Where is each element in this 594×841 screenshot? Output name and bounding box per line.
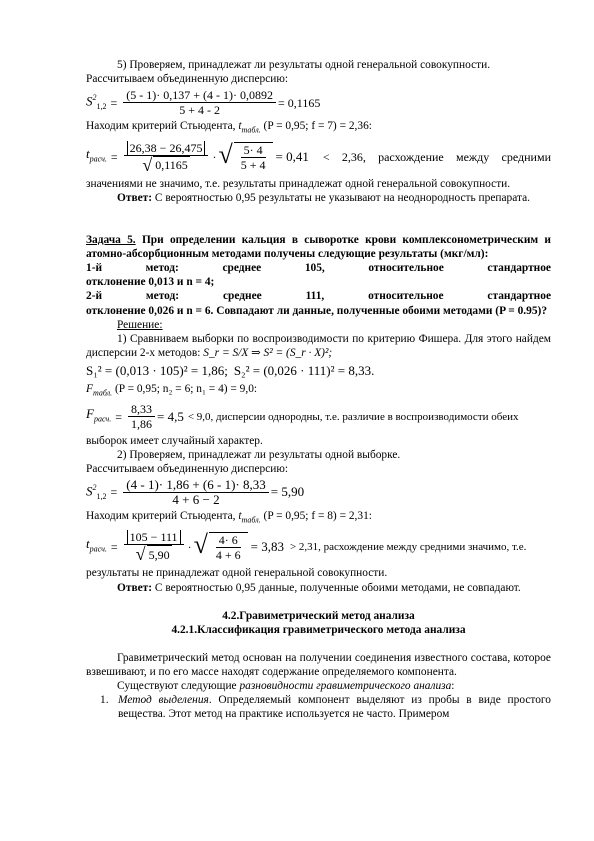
f-fraction: $\frac{8,33}{1,86}$ [128, 402, 155, 431]
step1-formula: S_r = S/X ⇒ S² = (S_r · X)²; [203, 346, 333, 359]
variance-fraction-2: $\frac{(4 - 1)\cdot 1,86 + (6 - 1)\cdot 8,33}{4 + 6 - 2}$ [123, 478, 268, 507]
item5-student-text: Находим критерий Стьюдента, $t_{табл.}$ (P = 0,95; f = 7) = 2,36: [86, 120, 372, 135]
task5-fisher-text: $F_{табл.}$ (P = 0,95; n₂ = 6; n₁ = 4) = 9,0: [86, 382, 258, 398]
variance-fraction: $\frac{(5 - 1)\cdot 0,137 + (4 - 1)\cdot 0,0892}{5 + 4 - 2}$ [123, 88, 276, 117]
variance-symbol: $S^2_{1,2}$ [86, 93, 107, 112]
section-kinds: Существуют следующие разновидности гравиметрического анализа: [117, 680, 455, 693]
task5-answer: Ответ: С вероятностью 0,95 данные, полученные обоими методами, не совпадают. [117, 581, 521, 594]
t-root-2: √ $\frac{4\cdot 6}{4 + 6}$ [194, 532, 248, 562]
item5-variance-formula: $S^2_{1,2}$ = $\frac{(5 - 1)\cdot 0,137 + (4 - 1)\cdot 0,0892}{5 + 4 - 2}$ = 0,1165 [86, 88, 321, 118]
task5-solution-label: Решение: [117, 318, 163, 331]
task5-t-formula: $t_{расч.}$ = 105 − 111 √ 5,90 · √ $\frac{4\cdot 6}{4 + 6}$ = 3,83 > 2,31, расхождение между средними значимо, т.е. [86, 529, 527, 565]
t-fraction-2: 105 − 111 √ 5,90 [124, 530, 184, 563]
item5-title: 5) Проверяем, принадлежат ли результаты одной генеральной совокупности. [117, 59, 491, 71]
document-page [86, 58, 551, 721]
section-heading: 4.2.Гравиметрический метод анализа [222, 609, 415, 622]
item5-t-formula: $t_{расч.}$ = 26,38 − 26,475 √ 0,1165 · √ $\frac{5\cdot 4}{5 + 4}$ = 0,41 < 2,36, расхождение между средними [86, 140, 551, 175]
task5-dispersions [86, 364, 551, 378]
task5-method2-line1: 2-й метод: среднее 111, относительное стандартное [86, 290, 551, 303]
item5-combined-variance-text: Рассчитываем объединенную дисперсию: [86, 73, 289, 86]
task5-method1-line2: отклонение 0,013 и n = 4; [86, 276, 215, 289]
task5-method1-line1: 1-й метод: среднее 105, относительное стандартное [86, 262, 551, 275]
task5-f-conclusion: выборок имеет случайный характер. [86, 434, 263, 447]
t-root: √ $\frac{5\cdot 4}{5 + 4}$ [218, 142, 272, 172]
item5-conclusion: значениями не значимо, т.е. результаты принадлежат одной генеральной совокупности. [86, 177, 511, 190]
section-subheading: 4.2.1.Классификация гравиметрического метода анализа [171, 623, 466, 636]
task5-method2-line2: отклонение 0,026 и n = 6. Совпадают ли данные, полученные обоими методами (P = 0.95)? [86, 304, 548, 317]
variance-result: = 0,1165 [278, 95, 321, 110]
s1-formula: S₁² = (0,013 · 105)² = 1,86; [86, 362, 228, 378]
item5-answer: Ответ: С вероятностью 0,95 результаты не указывают на неоднородность препарата. [117, 191, 531, 204]
task5-step1: 1) Сравниваем выборки по воспроизводимости по критерию Фишера. Для этого найдем дисперсии 2-х методов: S_r = S/X ⇒ S² = (S_r · X)²; [86, 332, 551, 359]
task5-combined-variance-text: Рассчитываем объединенную дисперсию: [86, 462, 289, 475]
task5-f-formula: $F_{расч.}$ = $\frac{8,33}{1,86}$ = 4,5 < 9,0, дисперсии однородны, т.е. различие в воспроизводимости обеих [86, 402, 519, 432]
section-intro: Гравиметрический метод основан на получении соединения известного состава, которое взвешивают, и по его массе находят содержание определяемого компонента. [86, 651, 551, 678]
variance-symbol-2: $S^2_{1,2}$ [86, 482, 107, 501]
task5-student-text: Находим критерий Стьюдента, $t_{табл.}$ (P = 0,95; f = 8) = 2,31: [86, 510, 372, 525]
list-item: 1. Метод выделения. Определяемый компонент выделяют из пробы в виде простого вещества. Этот метод на практике используется не часто. Примером [100, 694, 551, 721]
t-fraction: 26,38 − 26,475 √ 0,1165 [124, 141, 209, 174]
s2-formula: S₂² = (0,026 · 111)² = 8,33. [233, 362, 375, 378]
task5-t-conclusion: результаты не принадлежат одной генеральной совокупности. [86, 567, 388, 580]
task5-step2: 2) Проверяем, принадлежат ли результаты одной выборке. [117, 448, 401, 461]
task5-variance-formula: $S^2_{1,2}$ = $\frac{(4 - 1)\cdot 1,86 + (6 - 1)\cdot 8,33}{4 + 6 - 2}$ = 5,90 [86, 476, 305, 507]
task5-statement: Задача 5. При определении кальция в сыворотке крови комплексонометрическим и атомно-абсорбционным методами получены следующие результаты (мкг/мл): [86, 234, 551, 261]
